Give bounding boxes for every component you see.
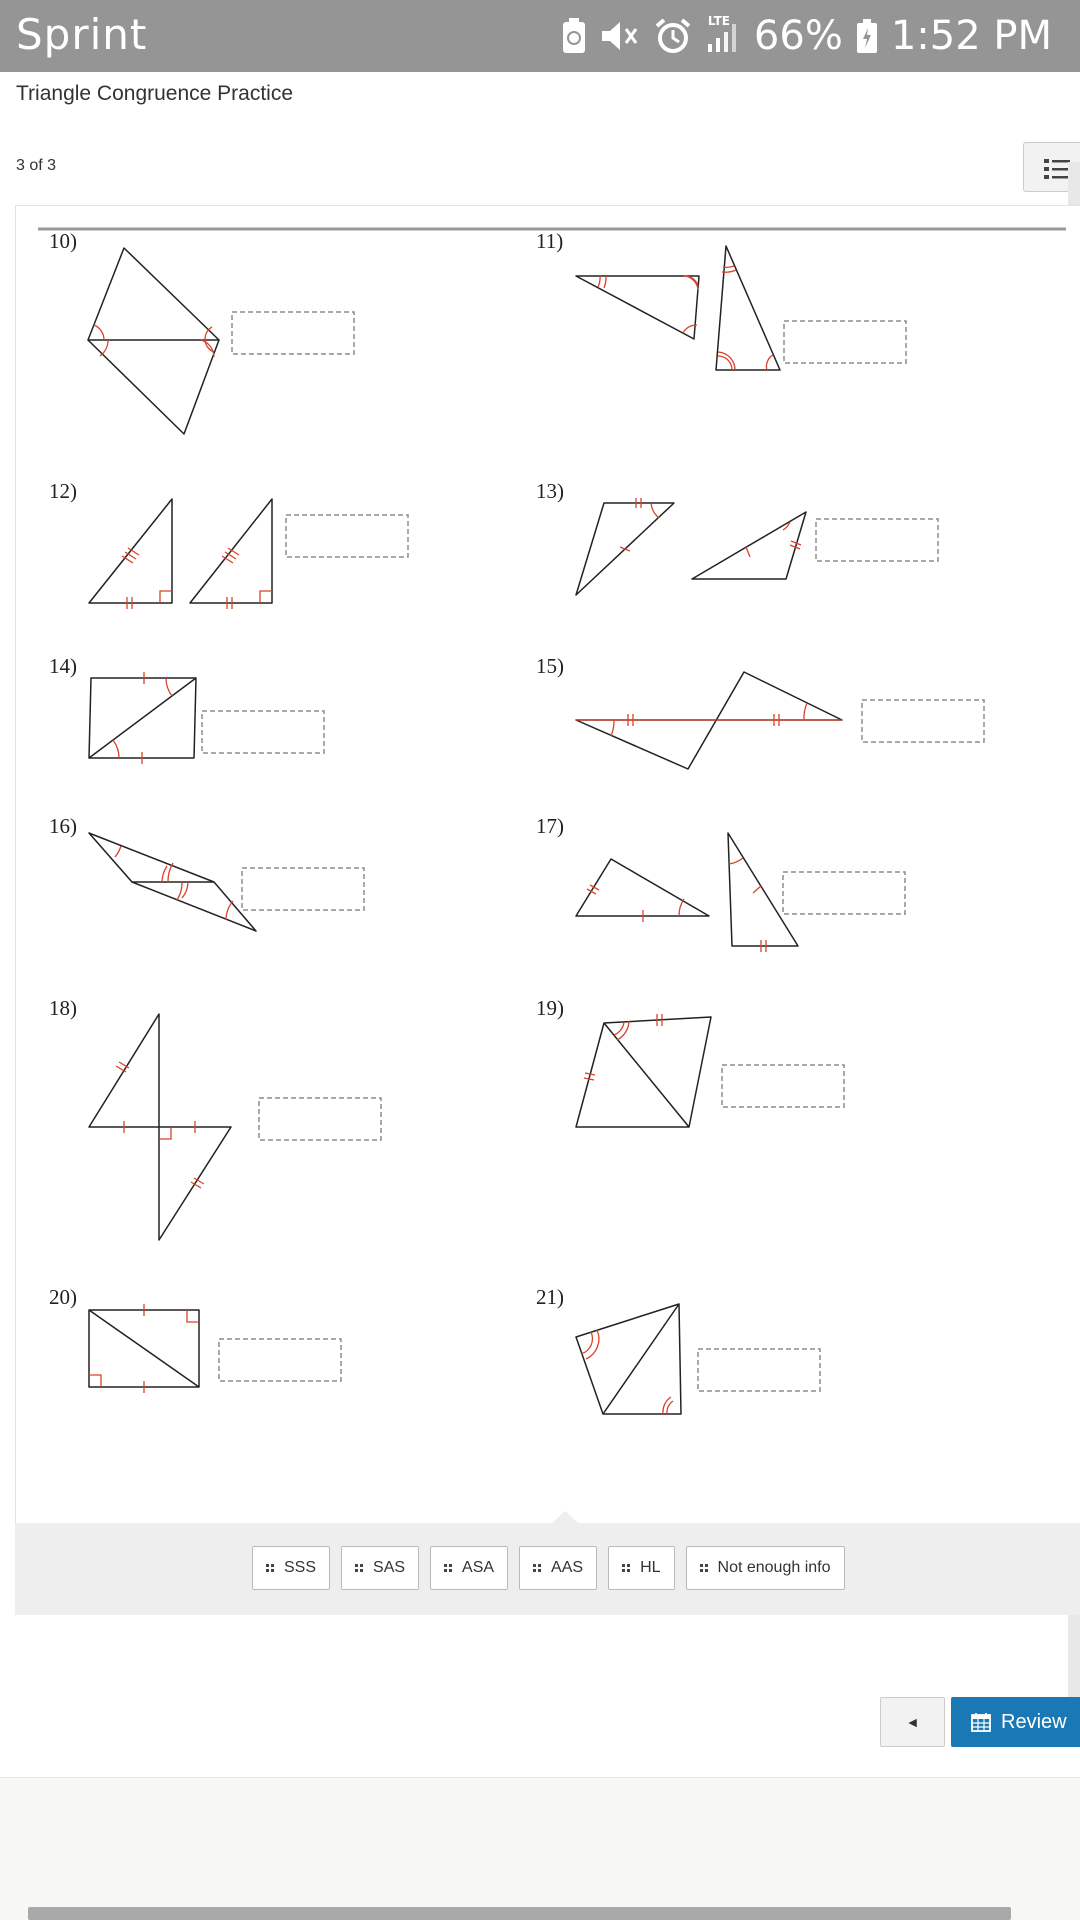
drag-handle-icon [444,1564,453,1573]
mute-icon [600,19,640,53]
tile-label: ASA [462,1559,495,1576]
problem-12 [49,479,408,609]
answer-drop-zone-15[interactable] [862,700,984,742]
battery-percent: 66% [753,13,843,59]
tile-label: SSS [284,1559,317,1576]
tile-hl[interactable] [608,1546,674,1590]
tile-label: Not enough info [717,1559,831,1576]
battery-icon [857,19,877,53]
problem-11 [536,229,906,370]
problem-18 [49,996,381,1240]
answer-tile-tray [15,1523,1080,1615]
alarm-icon [654,17,692,55]
problem-15 [536,654,984,769]
problem-label: 14) [49,654,77,678]
answer-drop-zone-16[interactable] [242,868,364,910]
status-icons [562,12,1052,60]
list-icon [1044,158,1070,180]
drag-handle-icon [533,1564,542,1573]
clock: 1:52 PM [890,13,1052,59]
answer-drop-zone-19[interactable] [722,1065,844,1107]
review-label: Review [1001,1710,1067,1733]
answer-drop-zone-14[interactable] [202,711,324,753]
problem-label: 15) [536,654,564,678]
problem-label: 18) [49,996,77,1020]
problem-label: 21) [536,1285,564,1309]
drag-handle-icon [622,1564,631,1573]
calendar-icon [971,1712,991,1732]
previous-button[interactable] [880,1697,945,1747]
storage-icon [562,18,586,54]
network-type-label: LTE [707,14,730,28]
answer-drop-zone-21[interactable] [698,1349,820,1391]
problem-20 [49,1285,341,1393]
signal-icon [706,14,740,54]
problem-13 [536,479,938,595]
caret-left-icon: ◄ [905,1714,920,1730]
answer-drop-zone-10[interactable] [232,312,354,354]
tile-asa[interactable] [430,1546,508,1590]
problem-14 [49,654,324,764]
problem-10 [49,229,354,434]
tile-aas[interactable] [519,1546,597,1590]
problem-label: 10) [49,229,77,253]
answer-drop-zone-18[interactable] [259,1098,381,1140]
tile-not-enough-info[interactable] [686,1546,845,1590]
problem-21 [536,1285,820,1414]
page-footer [0,1777,1080,1920]
problem-label: 11) [536,229,564,253]
answer-drop-zone-20[interactable] [219,1339,341,1381]
problem-16 [49,814,364,931]
tile-label: HL [640,1559,661,1576]
page-counter: 3 of 3 [16,157,57,174]
problem-label: 16) [49,814,77,838]
problem-label: 13) [536,479,564,503]
drag-handle-icon [700,1564,709,1573]
problem-label: 20) [49,1285,77,1309]
carrier-name: Sprint [16,10,148,59]
answer-drop-zone-17[interactable] [783,872,905,914]
tile-label: SAS [373,1559,406,1576]
drag-handle-icon [266,1564,275,1573]
status-bar [0,0,1080,72]
horizontal-scrollbar[interactable] [28,1907,1011,1920]
problem-label: 17) [536,814,564,838]
problem-17 [536,814,905,952]
drag-handle-icon [355,1564,364,1573]
worksheet-image [15,205,1080,1525]
answer-drop-zone-12[interactable] [286,515,408,557]
problem-19 [536,996,844,1127]
tile-sss[interactable] [252,1546,330,1590]
review-button[interactable] [951,1697,1080,1747]
page-title: Triangle Congruence Practice [16,82,294,105]
tile-label: AAS [551,1559,584,1576]
tray-pointer [552,1511,578,1523]
answer-drop-zone-11[interactable] [784,321,906,363]
problem-label: 12) [49,479,77,503]
answer-drop-zone-13[interactable] [816,519,938,561]
worksheet-diagrams [16,206,1080,1526]
tile-sas[interactable] [341,1546,419,1590]
problem-label: 19) [536,996,564,1020]
